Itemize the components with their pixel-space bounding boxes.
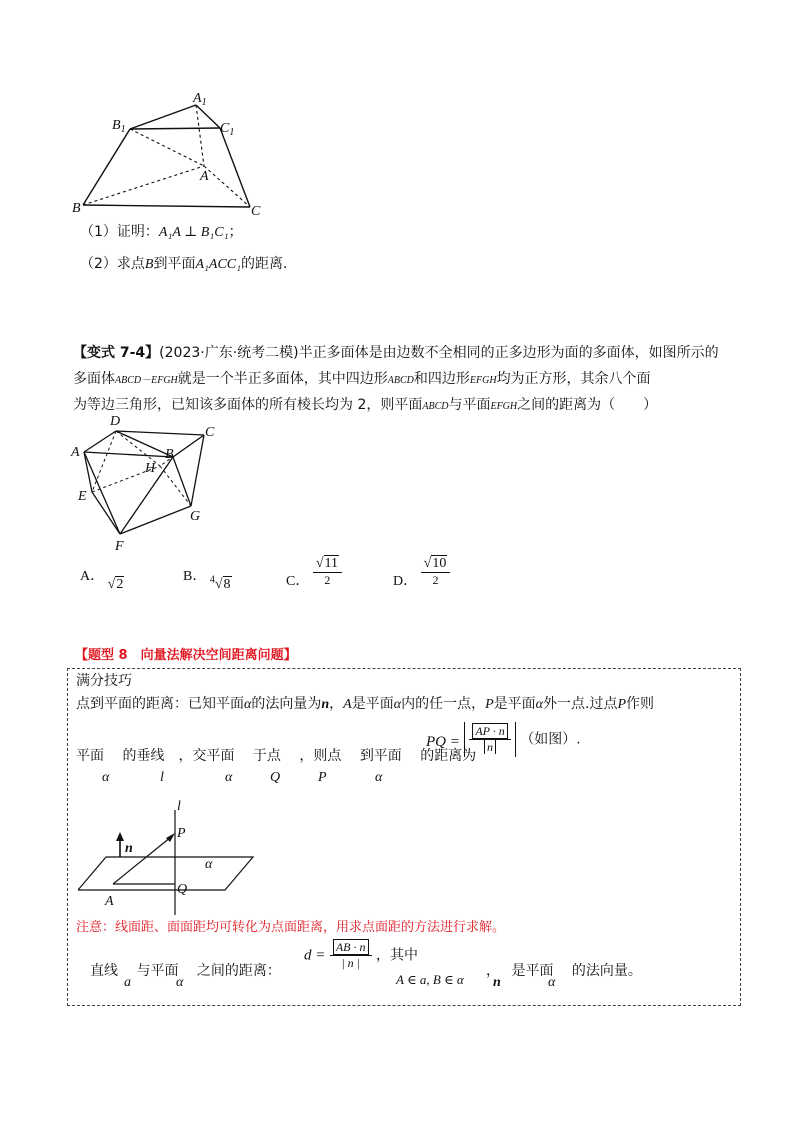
poly-label-A: A bbox=[71, 445, 80, 460]
polyhedron-figure bbox=[70, 410, 230, 552]
option-a[interactable]: A． √2 bbox=[80, 569, 124, 592]
fig3-label-P: P bbox=[177, 826, 186, 841]
variant-line-2: 多面体ABCD－EFGH就是一个半正多面体，其中四边形ABCD和四边形EFGH均为正方形，其余八个面 bbox=[73, 371, 651, 387]
tips-heading: 满分技巧 bbox=[76, 673, 132, 689]
poly-label-F: F bbox=[115, 539, 124, 552]
fig3-label-Q: Q bbox=[177, 882, 188, 897]
poly-label-D: D bbox=[110, 414, 121, 429]
tips-line-3-tail: ， 是平面 的法向量。 bbox=[486, 963, 642, 979]
variant-line-1: 【变式 7-4】(2023·广东·统考二模)半正多面体是由边数不全相同的正多边形为面的多面体，如图所示的 bbox=[73, 345, 719, 361]
q2-plane: A₁ACC₁ bbox=[195, 257, 241, 272]
option-b[interactable]: B． $^4$√8 bbox=[183, 569, 231, 592]
label-B: B bbox=[72, 201, 81, 216]
frustum-figure bbox=[60, 88, 280, 223]
section-title: 【题型 8 向量法解决空间距离问题】 bbox=[75, 648, 297, 663]
label-C: C bbox=[251, 204, 261, 219]
distance-formula: PQ = $\frac{AP \cdot n}{n}$ （如图）. bbox=[426, 722, 581, 782]
poly-label-E: E bbox=[78, 489, 87, 504]
fig3-label-A: A bbox=[105, 894, 114, 909]
option-d[interactable]: D． $\frac{√10}{2}$ bbox=[393, 556, 450, 588]
point-plane-figure bbox=[78, 795, 278, 915]
condition-text: A ∈ a, B ∈ α bbox=[396, 972, 464, 987]
fig3-label-n: n bbox=[125, 841, 133, 856]
option-c[interactable]: C． $\frac{√11}{2}$ bbox=[286, 556, 342, 588]
tips-note: 注意：线面距、面面距均可转化为点面距离，用求点面距的方法进行求解。 bbox=[76, 920, 506, 935]
fig3-label-l: l bbox=[177, 799, 181, 814]
fig3-label-alpha: α bbox=[205, 857, 213, 872]
variant-line-3: 为等边三角形，已知该多面体的所有棱长均为 2，则平面ABCD与平面EFGH之间的距离为（ ） bbox=[73, 397, 658, 413]
variant-tag: 【变式 7-4】 bbox=[73, 345, 160, 361]
label-A: A bbox=[200, 169, 209, 184]
poly-label-B: B bbox=[165, 447, 174, 462]
question-2: （2）求点B到平面A₁ACC₁的距离． bbox=[80, 256, 297, 272]
poly-label-C: C bbox=[205, 425, 215, 440]
label-B1: $B_1$ bbox=[112, 118, 126, 135]
variant-source: (2023·广东·统考二模) bbox=[159, 345, 299, 361]
q1-math: A₁A ⊥ B₁C₁ bbox=[158, 225, 229, 240]
line-plane-formula: d = $\frac{AB \cdot n}{| n |}$ ，其中 bbox=[304, 940, 418, 970]
tips-line-3: 直线 与平面 之间的距离： bbox=[90, 963, 281, 979]
poly-label-H: H bbox=[145, 461, 156, 476]
question-1: （1）证明：A₁A ⊥ B₁C₁； bbox=[80, 224, 243, 240]
label-C1: $C_1$ bbox=[220, 121, 235, 138]
label-A1: $A_1$ bbox=[193, 91, 207, 108]
tips-line-1: 点到平面的距离：已知平面α的法向量为n，A是平面α内的任一点，P是平面α外一点.过点P作则 bbox=[76, 696, 655, 712]
tips-line-2: 平面 的垂线 ，交平面 于点 ，则点 到平面 的距离为 bbox=[76, 748, 477, 764]
poly-label-G: G bbox=[190, 509, 201, 524]
